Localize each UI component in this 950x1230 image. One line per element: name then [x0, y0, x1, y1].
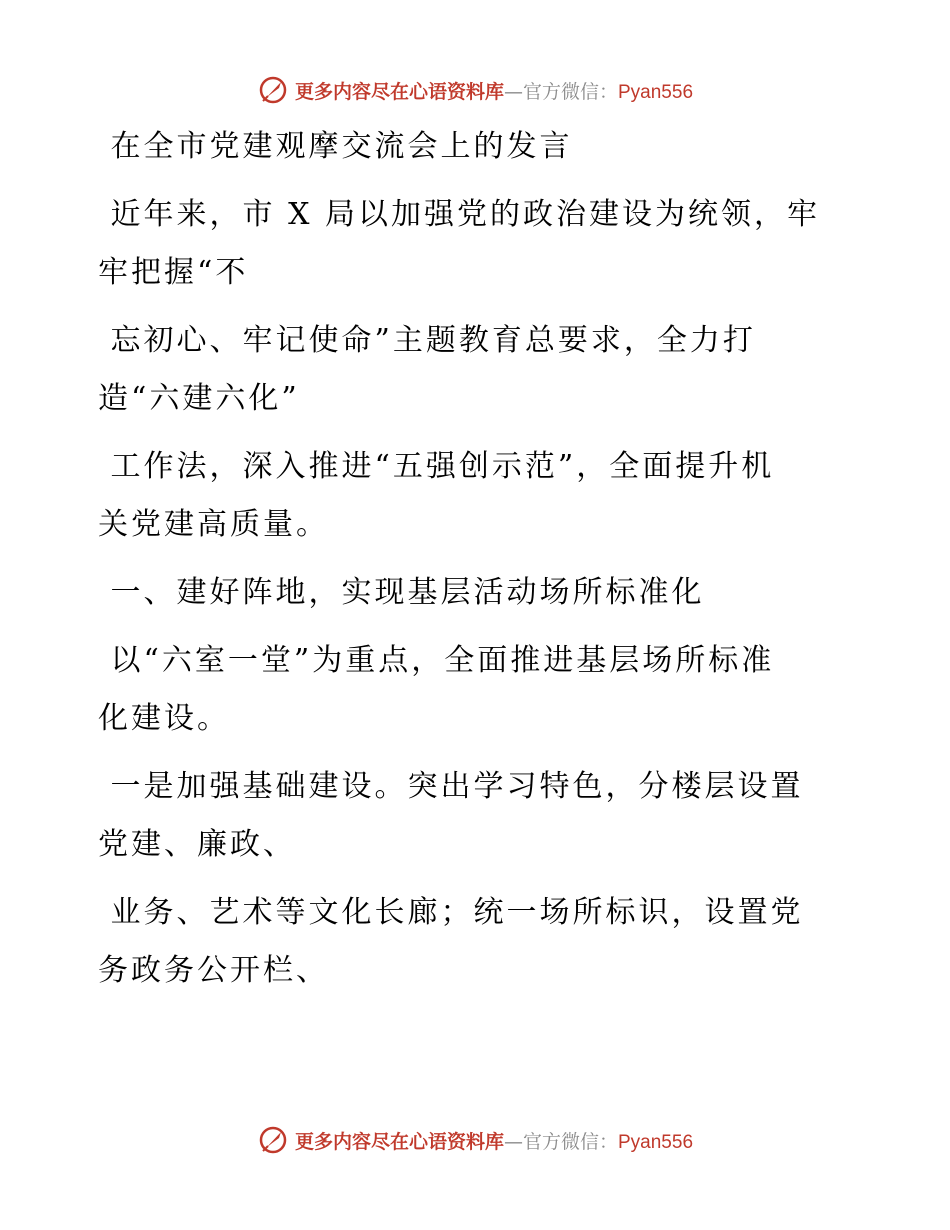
paragraph-2: 忘初心、牢记使命”主题教育总要求，全力打 造“六建六化” — [98, 323, 756, 416]
banner-suffix: 官方微信： — [522, 1130, 618, 1153]
paragraph-6: 业务、艺术等文化长廊；统一场所标识，设置党 务政务公开栏、 — [98, 895, 804, 988]
quill-logo-icon — [257, 74, 289, 106]
quill-logo-icon — [257, 1124, 289, 1156]
footer-banner — [0, 1120, 950, 1160]
document-body — [98, 118, 858, 1000]
document-title: 在全市党建观摩交流会上的发言 — [98, 129, 573, 164]
banner-prefix: 更多内容尽在心语资料库 — [294, 80, 504, 103]
section-heading-1: 一、建好阵地，实现基层活动场所标准化 — [98, 575, 705, 610]
paragraph-5: 一是加强基础建设。突出学习特色，分楼层设置 党建、廉政、 — [98, 769, 804, 862]
banner-slogan — [295, 1127, 693, 1154]
header-banner — [0, 70, 950, 110]
banner-slogan — [295, 77, 693, 104]
banner-dash: — — [503, 80, 523, 103]
banner-prefix: 更多内容尽在心语资料库 — [294, 1130, 504, 1153]
paragraph-4: 以“六室一堂”为重点，全面推进基层场所标准 化建设。 — [98, 643, 775, 736]
paragraph-1: 近年来，市 X 局以加强党的政治建设为统领，牢 牢把握“不 — [98, 197, 820, 290]
banner-wechat-id: Pyan556 — [618, 1131, 694, 1153]
banner-suffix: 官方微信： — [522, 80, 618, 103]
paragraph-3: 工作法，深入推进“五强创示范”，全面提升机 关党建高质量。 — [98, 449, 775, 542]
banner-dash: — — [503, 1130, 523, 1153]
banner-wechat-id: Pyan556 — [618, 81, 694, 103]
